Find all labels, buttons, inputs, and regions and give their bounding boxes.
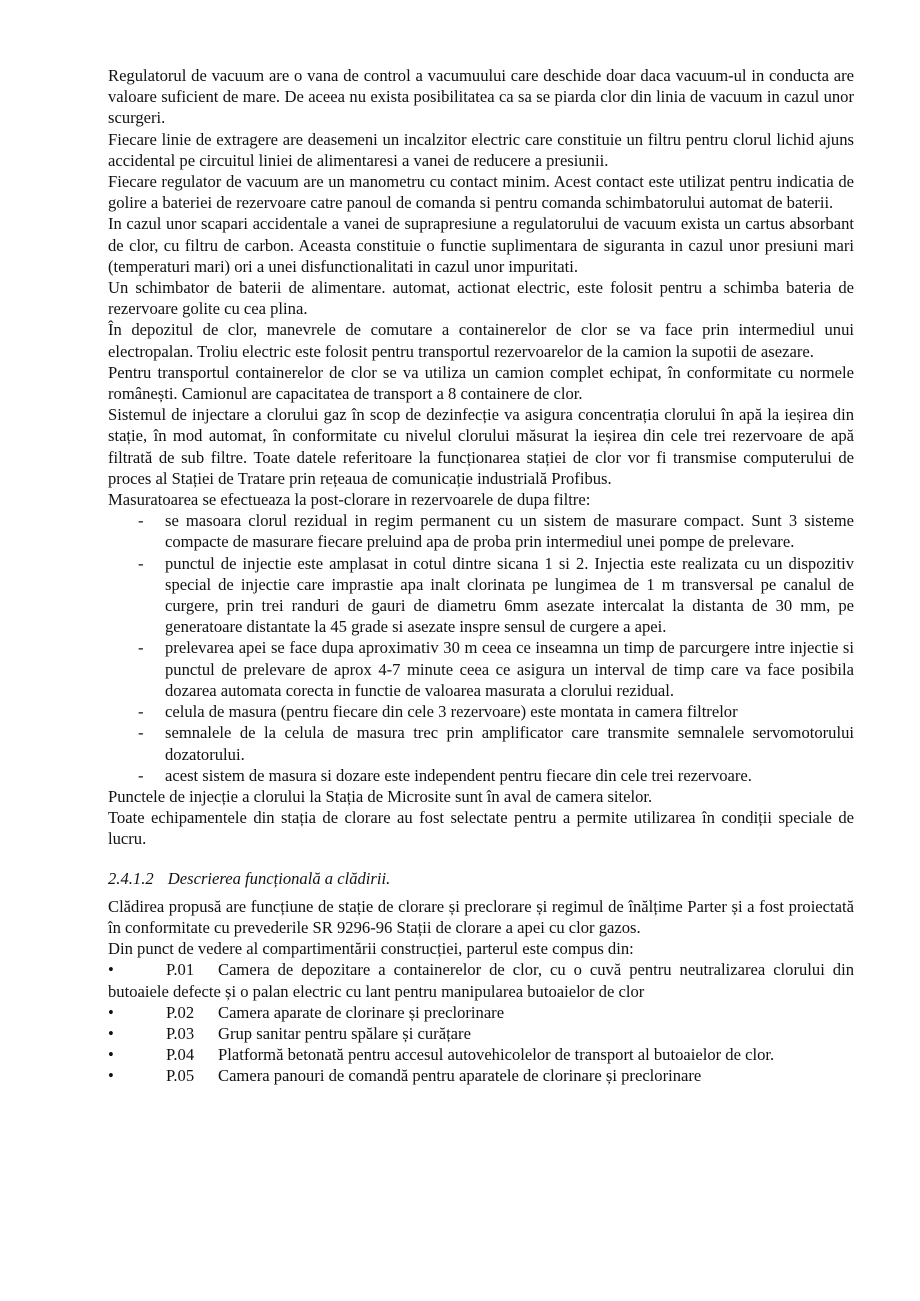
dash-bullet-icon: - (138, 765, 144, 785)
list-item-text: punctul de injectie este amplasat in cotul dintre sicana 1 si 2. Injectia este realizata cu un dispozitiv special de injectie care imprastie apa inalt clorinata pe lungimea de 1 m transversal pe canalul de curgere, prin trei randuri de gauri de diametru 6mm asezate intercalat la distanta de 30 mm, pe generatoare distantate la 45 grade si asezate inspre sensul de curgere a apei. (165, 553, 854, 637)
room-item-p02 (108, 1002, 854, 1023)
paragraph-building-description: Clădirea propusă are funcțiune de stație de clorare și preclorare și regimul de înălțime Parter și a fost proiectată în conformitate cu prevederile SR 9296-96 Stații de clorare a apei cu clor gazos. (108, 896, 854, 937)
section-number: 2.4.1.2 (108, 868, 154, 888)
paragraph-extraction-line-heater: Fiecare linie de extragere are deasemeni un incalzitor electric care constituie un filtru pentru clorul lichid ajuns accidental pe circuitul liniei de alimentaresi a vanei de reducere a presiunii. (108, 129, 854, 170)
room-item-p04 (108, 1044, 854, 1065)
list-item (108, 553, 854, 638)
dash-bullet-icon: - (138, 723, 144, 743)
room-description: Camera panouri de comandă pentru aparatele de clorinare și preclorinare (218, 1066, 702, 1086)
paragraph-compartments-intro: Din punct de vedere al compartimentării construcției, parterul este compus din: (108, 939, 634, 959)
bullet-icon: • (108, 1002, 114, 1022)
section-heading (108, 868, 854, 889)
section-title: Descrierea funcțională a clădirii. (167, 868, 391, 888)
paragraph-chlorine-depot: În depozitul de clor, manevrele de comutare a containerelor de clor se va face prin intermediul unui electropalan. Troliu electric este folosit pentru transportul rezervoarelor de la camion la supotii de asezare. (108, 320, 854, 361)
paragraph-measurement-intro: Masuratoarea se efectueaza la post-clorare in rezervoarele de dupa filtre: (108, 490, 591, 510)
room-description: Camera aparate de clorinare și preclorinare (218, 1002, 505, 1022)
bullet-icon: • (108, 1023, 114, 1043)
room-description: Grup sanitar pentru spălare și curățare (218, 1023, 471, 1043)
paragraph-transport-truck: Pentru transportul containerelor de clor se va utiliza un camion complet echipat, în conformitate cu normele românești. Camionul are capacitatea de transport a 8 containere de clor. (108, 362, 854, 404)
list-item (108, 701, 854, 722)
room-code: P.02 (166, 1002, 195, 1022)
paragraph-manometer: Fiecare regulator de vacuum are un manometru cu contact minim. Acest contact este utilizat pentru indicatia de golire a bateriei de rezervoare catre panoul de comanda si pentru comanda schimbatorului automat de baterii. (108, 172, 854, 213)
list-item (108, 765, 854, 786)
paragraph-vacuum-regulator: Regulatorul de vacuum are o vana de control a vacumuului care deschide doar daca vacuum-ul in conducta are valoare suficient de mare. De aceea nu exista posibilitatea ca sa se piarda clor din linia de vacuum in cazul unor scurgeri. (108, 66, 854, 128)
room-code: P.04 (166, 1045, 195, 1065)
bullet-icon: • (108, 1045, 114, 1065)
room-item-p03 (108, 1023, 854, 1044)
paragraph-injection-system: Sistemul de injectare a clorului gaz în scop de dezinfecție va asigura concentrația clorului în apă la ieșirea din stație, în mod automat, în conformitate cu nivelul clorului măsurat la ieșirea din cele trei rezervoare de apă filtrată de sub filtre. Toate datele referitoare la funcționarea stației de clor vor fi transmise computerului de proces al Stației de Tratare prin rețeaua de comunicație industrială Profibus. (108, 405, 854, 488)
room-code: P.05 (166, 1066, 195, 1086)
room-item-p05 (108, 1065, 854, 1086)
dash-bullet-icon: - (138, 553, 144, 573)
paragraph-battery-changer: Un schimbator de baterii de alimentare. automat, actionat electric, este folosit pentru a schimba bateria de rezervoare golite cu cea plina. (108, 278, 854, 319)
paragraph-equipment-selection: Toate echipamentele din stația de clorare au fost selectate pentru a permite utilizarea în condiții speciale de lucru. (108, 808, 854, 849)
room-code: P.03 (166, 1023, 195, 1043)
list-item (108, 722, 854, 764)
room-description: Platformă betonată pentru accesul autovehicolelor de transport al butoaielor de clor. (218, 1045, 775, 1065)
room-code: P.01 (166, 960, 195, 980)
list-item (108, 510, 854, 552)
measurement-dash-list (108, 510, 854, 786)
room-description: Camera de depozitare a containerelor de clor, cu o cuvă pentru neutralizarea clorului din butoaiele defecte și o palan electric cu lant pentru manipularea butoaielor de clor (108, 960, 854, 1001)
dash-bullet-icon: - (138, 702, 144, 722)
bullet-icon: • (108, 1066, 114, 1086)
room-item-p01 (108, 959, 854, 1001)
list-item-text: se masoara clorul rezidual in regim permanent cu un sistem de masurare compact. Sunt 3 sisteme compacte de masurare fiecare preluind apa de proba prin intermediul unei pompe de prelevare. (165, 511, 854, 552)
list-item-text: semnalele de la celula de masura trec prin amplificator care transmite semnalele servomotorului dozatorului. (165, 723, 854, 764)
list-item-text: prelevarea apei se face dupa aproximativ 30 m ceea ce inseamna un timp de parcurgere intre injectie si punctul de prelevare de aprox 4-7 minute ceea ce asigura un interval de timp care va face posibila dozarea automata corecta in functie de valoarea masurata a clorului rezidual. (165, 638, 854, 700)
paragraph-injection-points: Punctele de injecție a clorului la Stația de Microsite sunt în aval de camera sitelor. (108, 786, 653, 806)
paragraph-absorbent-cartridge: In cazul unor scapari accidentale a vanei de suprapresiune a regulatorului de vacuum exista un cartus absorbant de clor, cu filtru de carbon. Aceasta constituie o functie suplimentara de siguranta in cazul unor presiuni mari (temperaturi mari) ori a unei disfunctionalitati in cazul unor impuritati. (108, 214, 854, 276)
dash-bullet-icon: - (138, 638, 144, 658)
list-item (108, 637, 854, 701)
bullet-icon: • (108, 960, 114, 980)
dash-bullet-icon: - (138, 511, 144, 531)
list-item-text: celula de masura (pentru fiecare din cele 3 rezervoare) este montata in camera filtrelor (165, 702, 738, 722)
rooms-list (108, 959, 854, 1086)
document-page (108, 65, 854, 1087)
list-item-text: acest sistem de masura si dozare este independent pentru fiecare din cele trei rezervoare. (165, 765, 752, 785)
